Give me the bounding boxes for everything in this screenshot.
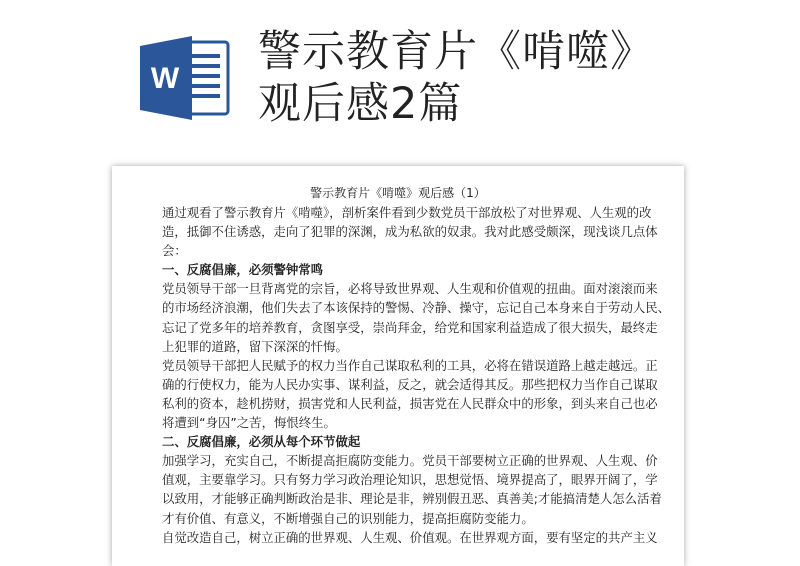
text-line: 造，抵御不住诱惑，走向了犯罪的深渊，成为私欲的奴隶。我对此感受颇深，现浅谈几点体: [162, 224, 658, 240]
text-line: 会：: [162, 243, 187, 259]
text-line: 的市场经济浪潮，他们失去了本该保持的警惕、冷静、操守，忘记自己本身来自于劳动人民、: [162, 300, 671, 316]
text-line: 通过观看了警示教育片《啃噬》，剖析案件看到少数党员干部放松了对世界观、人生观的改: [162, 205, 652, 220]
page-title-line-1: 警示教育片《啃噬》: [258, 27, 654, 77]
word-icon: [140, 36, 232, 120]
section-heading: 二、反腐倡廉，必须从每个环节做起: [162, 434, 361, 450]
text-line: 上犯罪的道路，留下深深的忏悔。: [162, 338, 348, 354]
page-title-line-2: 观后感2篇: [258, 79, 463, 129]
text-line: 以致用，才能够正确判断政治是非、理论是非，辨别假丑恶、真善美;才能搞清楚人怎么活着: [162, 491, 662, 507]
text-line: 才有价值、有意义，不断增强自己的识别能力，提高拒腐防变能力。: [162, 510, 534, 526]
document-title: 警示教育片《啃噬》观后感（1）: [310, 186, 486, 200]
document-body: [162, 203, 671, 547]
text-line: 私利的资本，趁机捞财，损害党和人民利益，损害党在人民群众中的形象，到头来自己也必: [162, 395, 658, 411]
section-heading: 一、反腐倡廉，必须警钟常鸣: [162, 262, 324, 278]
text-line: 确的行使权力，能为人民办实事、谋利益，反之，就会适得其反。那些把权力当作自己谋取: [162, 376, 658, 392]
svg-text:W: W: [150, 62, 180, 95]
text-line: 将遭到“身囚”之苦，悔恨终生。: [162, 415, 336, 431]
text-line: 党员领导干部一旦背离党的宗旨，必将导致世界观、人生观和价值观的扭曲。面对滚滚而来: [162, 281, 658, 297]
text-line: 自觉改造自己，树立正确的世界观、人生观、价值观。在世界观方面，要有坚定的共产主义: [162, 529, 658, 545]
text-line: 党员领导干部把人民赋予的权力当作自己谋取私利的工具，必将在错误道路上越走越远。正: [162, 357, 658, 373]
document-preview: [112, 166, 684, 566]
text-line: 值观，主要靠学习。只有努力学习政治理论知识，思想觉悟、境界提高了，眼界开阔了，学: [162, 472, 658, 488]
page-title: [258, 26, 698, 130]
text-line: 加强学习，充实自己，不断提高拒腐防变能力。党员干部要树立正确的世界观、人生观、价: [162, 453, 658, 469]
text-line: 忘记了党多年的培养教育，贪图享受，崇尚拜金，给党和国家利益造成了很大损失，最终走: [162, 319, 658, 335]
